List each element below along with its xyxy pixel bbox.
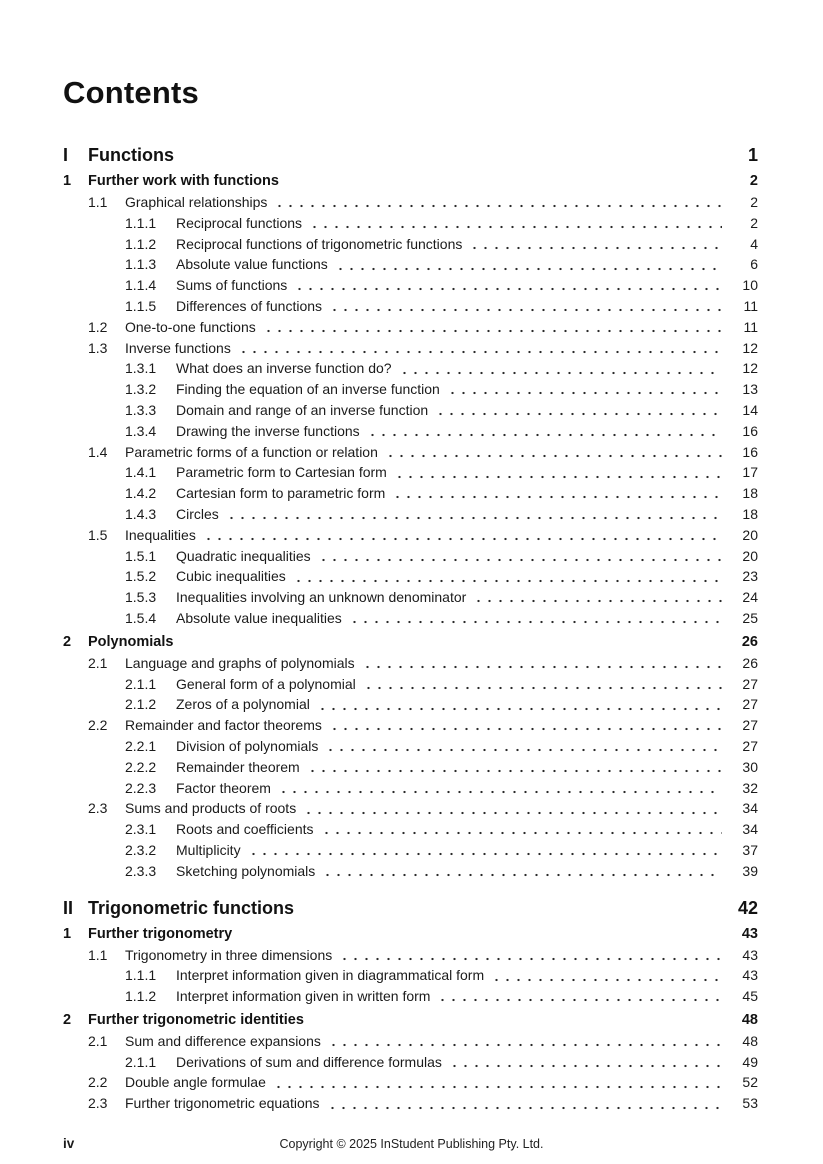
toc-entry	[63, 840, 758, 861]
entry-label: Reciprocal functions of trigonometric functions	[176, 235, 463, 252]
entry-page: 1	[747, 145, 758, 165]
toc-entry	[63, 442, 758, 463]
entry-label: Derivations of sum and difference formulas	[176, 1053, 442, 1070]
entry-label: Reciprocal functions	[176, 214, 303, 231]
entry-number: 1.4.1	[125, 464, 157, 481]
entry-page: 12	[742, 360, 758, 377]
entry-page: 2	[750, 194, 758, 210]
entry-number: 1.5.4	[125, 609, 157, 626]
entry-page: 11	[743, 297, 758, 314]
entry-label: Roots and coefficients	[176, 821, 314, 838]
page-number-label: iv	[63, 1136, 75, 1151]
dot-leader	[179, 143, 722, 168]
dot-leader	[315, 694, 722, 715]
dot-leader	[299, 896, 722, 921]
toc-entry	[63, 778, 758, 799]
entry-number: 1.1.4	[125, 277, 157, 294]
toc-entry	[63, 143, 758, 168]
entry-number: 1.4	[88, 443, 108, 460]
entry-label: Cartesian form to parametric form	[176, 485, 386, 502]
dot-leader	[361, 674, 722, 695]
toc-entry	[63, 736, 758, 757]
entry-number: 2.2.1	[125, 737, 157, 754]
entry-number: 1.2	[88, 318, 108, 335]
toc-entry	[63, 213, 758, 234]
dot-leader	[305, 757, 722, 778]
entry-page: 43	[742, 946, 758, 963]
toc-entry	[63, 715, 758, 736]
dot-leader	[333, 254, 722, 275]
entry-page: 43	[741, 925, 758, 942]
entry-label: Absolute value functions	[176, 256, 328, 273]
entry-label: Polynomials	[88, 633, 174, 650]
dot-leader	[445, 379, 722, 400]
entry-label: Parametric forms of a function or relation	[125, 443, 378, 460]
dot-leader	[365, 421, 722, 442]
entry-number: 1.1.3	[125, 256, 157, 273]
dot-leader	[323, 736, 722, 757]
dot-leader	[390, 483, 722, 504]
page-title: Contents	[63, 75, 199, 110]
entry-number: 1	[63, 925, 72, 942]
dot-leader	[447, 1052, 722, 1073]
entry-number: 1.5.1	[125, 547, 157, 564]
entry-page: 45	[742, 988, 758, 1005]
entry-label: Differences of functions	[176, 297, 323, 314]
entry-page: 43	[742, 967, 758, 984]
entry-page: 17	[742, 464, 758, 481]
toc-entry	[63, 1072, 758, 1093]
page-footer	[63, 1136, 760, 1154]
entry-label: Zeros of a polynomial	[176, 696, 310, 713]
toc-entry	[63, 234, 758, 255]
dot-leader	[237, 924, 722, 945]
entry-label: Interpret information given in diagrammatical form	[176, 967, 485, 984]
entry-number: 1.5.3	[125, 589, 157, 606]
toc-entry	[63, 757, 758, 778]
dot-leader	[272, 192, 722, 213]
entry-number: 1.3.4	[125, 422, 157, 439]
dot-leader	[178, 632, 722, 653]
dot-leader	[307, 213, 722, 234]
entry-page: 4	[750, 235, 758, 252]
toc-entry	[63, 296, 758, 317]
entry-label: Multiplicity	[176, 841, 241, 858]
dot-leader	[291, 566, 722, 587]
entry-label: Sketching polynomials	[176, 862, 316, 879]
dot-leader	[224, 504, 722, 525]
entry-number: 2.3	[88, 1095, 108, 1112]
entry-page: 53	[742, 1095, 758, 1112]
dot-leader	[301, 798, 722, 819]
entry-label: Double angle formulae	[125, 1074, 266, 1091]
entry-number: 1.1.1	[125, 214, 157, 231]
entry-label: Inequalities involving an unknown denominator	[176, 589, 467, 606]
entry-number: 1.3.1	[125, 360, 157, 377]
toc-list	[63, 143, 758, 1114]
entry-page: 16	[742, 422, 758, 439]
entry-label: Absolute value inequalities	[176, 609, 342, 626]
dot-leader	[316, 546, 722, 567]
copyright-text: Copyright © 2025 InStudent Publishing Pty. Ltd.	[279, 1137, 544, 1151]
dot-leader	[201, 525, 722, 546]
dot-leader	[276, 778, 722, 799]
dot-leader	[327, 715, 722, 736]
entry-page: 42	[737, 897, 758, 918]
entry-page: 37	[742, 841, 758, 858]
entry-number: 1.5.2	[125, 568, 157, 585]
entry-page: 11	[743, 318, 758, 335]
entry-label: What does an inverse function do?	[176, 360, 392, 377]
entry-label: Sums and products of roots	[125, 800, 297, 817]
toc-entry	[63, 653, 758, 674]
toc-entry	[63, 400, 758, 421]
entry-label: General form of a polynomial	[176, 675, 356, 692]
entry-number: 2.2	[88, 717, 108, 734]
entry-label: Finding the equation of an inverse function	[176, 381, 440, 398]
toc-entry	[63, 986, 758, 1007]
dot-leader	[392, 462, 722, 483]
entry-number: 1.4.2	[125, 485, 157, 502]
entry-number: 2.3	[88, 800, 108, 817]
toc-entry	[63, 317, 758, 338]
entry-page: 39	[742, 862, 758, 879]
toc-content	[63, 0, 758, 1114]
toc-entry	[63, 694, 758, 715]
entry-page: 12	[742, 339, 758, 356]
toc-entry	[63, 566, 758, 587]
entry-page: 18	[742, 505, 758, 522]
entry-label: Quadratic inequalities	[176, 547, 311, 564]
toc-entry	[63, 171, 758, 192]
dot-leader	[320, 861, 722, 882]
dot-leader	[261, 317, 722, 338]
entry-number: 1.3	[88, 339, 108, 356]
toc-entry	[63, 358, 758, 379]
entry-number: 2.3.3	[125, 862, 157, 879]
entry-page: 14	[742, 401, 758, 418]
dot-leader	[360, 653, 722, 674]
toc-entry	[63, 525, 758, 546]
entry-page: 6	[750, 256, 758, 273]
entry-number: 2.1.1	[125, 675, 157, 692]
toc-entry	[63, 275, 758, 296]
dot-leader	[326, 1031, 722, 1052]
toc-entry	[63, 861, 758, 882]
dot-leader	[337, 945, 722, 966]
entry-label: Factor theorem	[176, 779, 271, 796]
entry-label: Inverse functions	[125, 339, 231, 356]
entry-label: Interpret information given in written form	[176, 988, 431, 1005]
entry-number: 2.1	[88, 1032, 108, 1049]
dot-leader	[489, 965, 722, 986]
entry-label: Parametric form to Cartesian form	[176, 464, 387, 481]
toc-entry	[63, 924, 758, 945]
entry-page: 26	[742, 654, 758, 671]
entry-label: Cubic inequalities	[176, 568, 286, 585]
toc-entry	[63, 338, 758, 359]
dot-leader	[467, 234, 722, 255]
dot-leader	[347, 608, 722, 629]
toc-entry	[63, 1093, 758, 1114]
entry-page: 16	[742, 443, 758, 460]
toc-entry	[63, 379, 758, 400]
dot-leader	[271, 1072, 722, 1093]
entry-label: Inequalities	[125, 526, 196, 543]
entry-number: 2	[63, 1011, 72, 1028]
toc-entry	[63, 254, 758, 275]
toc-entry	[63, 462, 758, 483]
entry-number: 1.1.5	[125, 297, 157, 314]
entry-number: 1.1	[88, 194, 108, 210]
toc-entry	[63, 632, 758, 653]
dot-leader	[383, 442, 722, 463]
toc-entry	[63, 504, 758, 525]
dot-leader	[246, 840, 722, 861]
entry-number: I	[63, 145, 69, 165]
toc-entry	[63, 587, 758, 608]
entry-number: 2.1	[88, 654, 108, 671]
entry-page: 30	[742, 758, 758, 775]
dot-leader	[319, 819, 723, 840]
dot-leader	[284, 171, 722, 192]
toc-entry	[63, 896, 758, 921]
dot-leader	[435, 986, 722, 1007]
toc-entry	[63, 674, 758, 695]
entry-page: 10	[742, 277, 758, 294]
entry-label: Circles	[176, 505, 219, 522]
entry-number: 1.1.2	[125, 988, 157, 1005]
entry-page: 25	[742, 609, 758, 626]
dot-leader	[309, 1010, 722, 1031]
entry-number: 1.5	[88, 526, 108, 543]
toc-entry	[63, 819, 758, 840]
toc-entry	[63, 546, 758, 567]
entry-page: 2	[749, 173, 758, 189]
entry-page: 20	[742, 526, 758, 543]
entry-label: Trigonometry in three dimensions	[125, 946, 333, 963]
entry-number: 1.3.3	[125, 401, 157, 418]
entry-page: 2	[750, 214, 758, 231]
entry-number: 1.1.1	[125, 967, 157, 984]
toc-entry	[63, 798, 758, 819]
entry-page: 20	[742, 547, 758, 564]
entry-number: 2.2.2	[125, 758, 157, 775]
entry-page: 34	[742, 821, 758, 838]
entry-page: 27	[742, 675, 758, 692]
toc-entry	[63, 483, 758, 504]
dot-leader	[471, 587, 722, 608]
entry-number: 2.3.1	[125, 821, 157, 838]
entry-page: 26	[741, 633, 758, 650]
entry-label: Domain and range of an inverse function	[176, 401, 429, 418]
entry-page: 27	[742, 737, 758, 754]
entry-page: 23	[742, 568, 758, 585]
entry-label: Graphical relationships	[125, 194, 268, 210]
toc-entry	[63, 1052, 758, 1073]
entry-number: 2.2	[88, 1074, 108, 1091]
entry-page: 52	[742, 1074, 758, 1091]
entry-page: 27	[742, 696, 758, 713]
entry-page: 27	[742, 717, 758, 734]
entry-number: 2.1.1	[125, 1053, 157, 1070]
entry-number: 2	[63, 633, 72, 650]
entry-label: Trigonometric functions	[88, 897, 295, 918]
entry-page: 48	[741, 1011, 758, 1028]
entry-number: 1	[63, 173, 72, 189]
entry-number: 1.1	[88, 946, 108, 963]
entry-number: 1.1.2	[125, 235, 157, 252]
dot-leader	[325, 1093, 722, 1114]
toc-entry	[63, 965, 758, 986]
entry-label: One-to-one functions	[125, 318, 256, 335]
toc-entry	[63, 945, 758, 966]
entry-label: Sums of functions	[176, 277, 288, 294]
toc-entry	[63, 1010, 758, 1031]
entry-page: 34	[742, 800, 758, 817]
entry-label: Language and graphs of polynomials	[125, 654, 355, 671]
entry-page: 18	[742, 485, 758, 502]
entry-label: Further trigonometric equations	[125, 1095, 320, 1112]
entry-number: 1.4.3	[125, 505, 157, 522]
entry-label: Sum and difference expansions	[125, 1032, 321, 1049]
entry-page: 48	[742, 1032, 758, 1049]
entry-label: Remainder and factor theorems	[125, 717, 322, 734]
toc-entry	[63, 608, 758, 629]
dot-leader	[327, 296, 722, 317]
dot-leader	[397, 358, 722, 379]
entry-label: Division of polynomials	[176, 737, 319, 754]
toc-entry	[63, 1031, 758, 1052]
entry-number: 2.2.3	[125, 779, 157, 796]
entry-number: 2.3.2	[125, 841, 157, 858]
entry-page: 49	[742, 1053, 758, 1070]
entry-label: Further trigonometric identities	[88, 1011, 304, 1028]
entry-number: II	[63, 897, 74, 918]
entry-label: Further trigonometry	[88, 925, 233, 942]
entry-number: 1.3.2	[125, 381, 157, 398]
dot-leader	[433, 400, 722, 421]
toc-entry	[63, 421, 758, 442]
dot-leader	[236, 338, 722, 359]
entry-page: 13	[742, 381, 758, 398]
entry-label: Remainder theorem	[176, 758, 300, 775]
entry-number: 2.1.2	[125, 696, 157, 713]
entry-page: 32	[742, 779, 758, 796]
entry-label: Functions	[88, 145, 174, 165]
dot-leader	[292, 275, 722, 296]
entry-page: 24	[742, 589, 758, 606]
entry-label: Further work with functions	[88, 173, 279, 189]
entry-label: Drawing the inverse functions	[176, 422, 360, 439]
toc-entry	[63, 192, 758, 213]
